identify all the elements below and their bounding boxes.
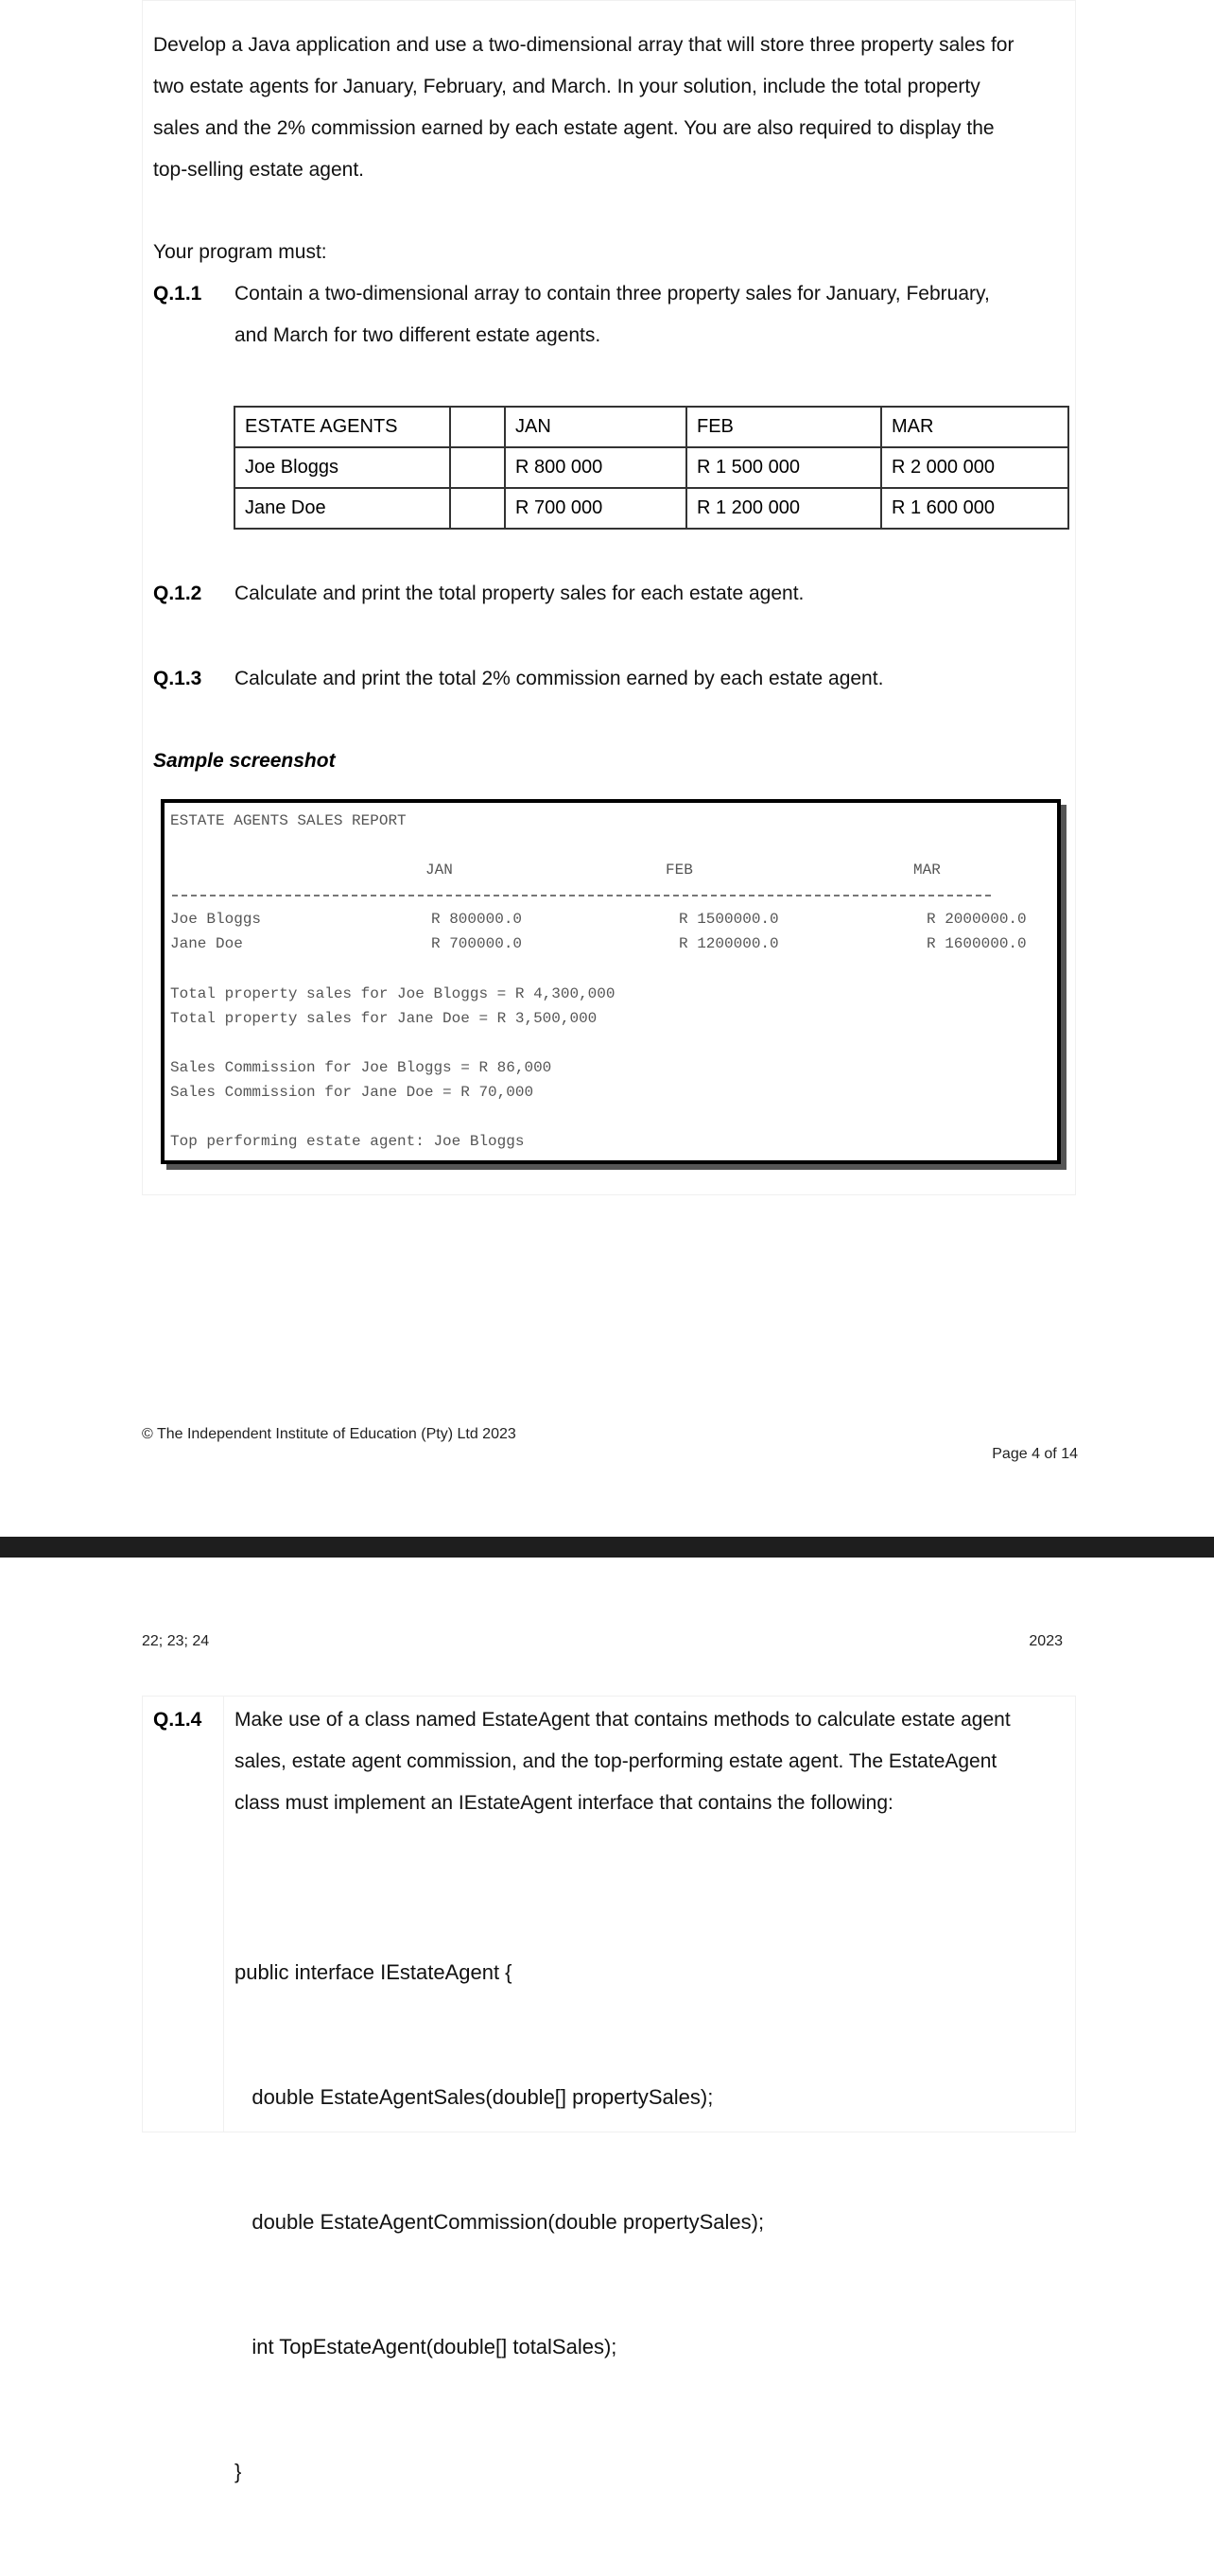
question-number-q12: Q.1.2: [153, 583, 202, 604]
q14-line: class must implement an IEstateAgent interface that contains the following:: [234, 1792, 893, 1814]
blank-cell: [450, 488, 505, 529]
blank-cell: [450, 447, 505, 488]
code-line: public interface IEstateAgent {: [234, 1960, 512, 1984]
header-cell-mar: MAR: [881, 407, 1068, 447]
feb-sales-cell: R 1 500 000: [686, 447, 881, 488]
q14-line: Make use of a class named EstateAgent that contains methods to calculate estate agent: [234, 1709, 1011, 1731]
console-agent-name: Joe Bloggs: [170, 911, 262, 928]
feb-sales-cell: R 1 200 000: [686, 488, 881, 529]
sales-table-header-row: [234, 407, 1068, 447]
jan-sales-cell: R 800 000: [505, 447, 686, 488]
code-line: double EstateAgentCommission(double propertySales);: [234, 2210, 765, 2234]
console-commission-line: Sales Commission for Jane Doe = R 70,000: [170, 1084, 534, 1101]
header-cell-estate-agents: ESTATE AGENTS: [234, 407, 450, 447]
mar-sales-cell: R 1 600 000: [881, 488, 1068, 529]
number-column-border: [142, 1696, 224, 2132]
console-total-line: Total property sales for Jane Doe = R 3,500,000: [170, 1010, 598, 1027]
console-divider: [172, 895, 991, 896]
code-line: double EstateAgentSales(double[] propertySales);: [234, 2085, 714, 2109]
q11-line: Contain a two-dimensional array to contain three property sales for January, February,: [234, 283, 990, 305]
question-text-q14: [234, 1699, 1067, 1824]
console-col-feb: FEB: [666, 862, 693, 879]
sales-table: [234, 406, 1069, 530]
console-agent-name: Jane Doe: [170, 935, 243, 952]
question-text-q12: Calculate and print the total property sales for each estate agent.: [234, 583, 805, 604]
console-col-jan: JAN: [425, 862, 453, 879]
console-feb-value: R 1200000.0: [679, 935, 779, 952]
agent-name-cell: Jane Doe: [234, 488, 450, 529]
page-header-left: 22; 23; 24: [142, 1633, 210, 1649]
jan-sales-cell: R 700 000: [505, 488, 686, 529]
header-cell-feb: FEB: [686, 407, 881, 447]
console-total-line: Total property sales for Joe Bloggs = R 4,300,000: [170, 985, 616, 1002]
console-commission-line: Sales Commission for Joe Bloggs = R 86,000: [170, 1059, 552, 1076]
code-line: int TopEstateAgent(double[] totalSales);: [234, 2335, 617, 2358]
page-separator: [0, 1537, 1214, 1558]
header-cell-jan: JAN: [505, 407, 686, 447]
program-must-label: Your program must:: [153, 241, 327, 263]
intro-line: two estate agents for January, February, and March. In your solution, include the total property: [153, 76, 980, 97]
sales-table-row: [234, 488, 1068, 529]
question-number-q13: Q.1.3: [153, 668, 202, 689]
intro-line: Develop a Java application and use a two-dimensional array that will store three property sales for: [153, 34, 1015, 56]
code-line: }: [234, 2460, 242, 2483]
mar-sales-cell: R 2 000 000: [881, 447, 1068, 488]
q14-line: sales, estate agent commission, and the top-performing estate agent. The EstateAgent: [234, 1750, 997, 1772]
sample-screenshot-heading: Sample screenshot: [153, 750, 336, 772]
question-text-q13: Calculate and print the total 2% commission earned by each estate agent.: [234, 668, 884, 689]
interface-code-block: [234, 1869, 764, 2576]
console-col-mar: MAR: [913, 862, 941, 879]
intro-paragraph: [153, 25, 1070, 191]
header-cell-blank: [450, 407, 505, 447]
question-number-q11: Q.1.1: [153, 283, 202, 305]
sales-table-row: [234, 447, 1068, 488]
page-header-year: 2023: [1029, 1633, 1063, 1649]
console-feb-value: R 1500000.0: [679, 911, 779, 928]
copyright-footer: © The Independent Institute of Education (Pty) Ltd 2023: [142, 1426, 516, 1442]
q11-line: and March for two different estate agents.: [234, 324, 601, 346]
console-mar-value: R 2000000.0: [927, 911, 1027, 928]
question-number-q14: Q.1.4: [153, 1709, 202, 1731]
console-jan-value: R 800000.0: [431, 911, 523, 928]
document-page-2: [0, 1558, 1214, 2483]
console-mar-value: R 1600000.0: [927, 935, 1027, 952]
agent-name-cell: Joe Bloggs: [234, 447, 450, 488]
console-title: ESTATE AGENTS SALES REPORT: [170, 812, 407, 829]
question-text-q11: [234, 273, 1067, 357]
console-jan-value: R 700000.0: [431, 935, 523, 952]
console-top-agent-line: Top performing estate agent: Joe Bloggs: [170, 1133, 525, 1150]
intro-line: sales and the 2% commission earned by each estate agent. You are also required to display the: [153, 117, 995, 139]
page-number: Page 4 of 14: [992, 1446, 1078, 1462]
console-output-screenshot: [161, 799, 1061, 1164]
intro-line: top-selling estate agent.: [153, 159, 364, 181]
